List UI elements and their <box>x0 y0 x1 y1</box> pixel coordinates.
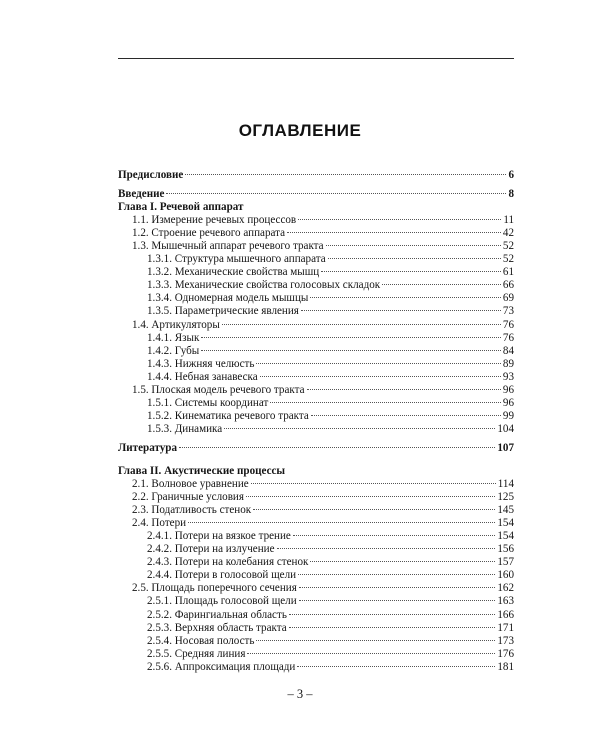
toc-entry-page: 89 <box>502 357 514 370</box>
toc-entry-title: 1.3.5. Параметрические явления <box>147 305 299 318</box>
toc-entry <box>118 188 514 201</box>
toc-entry-title: 1.4.4. Небная занавеска <box>147 370 258 383</box>
dot-leader <box>321 271 501 272</box>
dot-leader <box>299 587 496 588</box>
toc-entry <box>118 517 514 530</box>
toc-entry-title: 2.3. Податливость стенок <box>132 504 252 517</box>
dot-leader <box>185 174 506 175</box>
dot-leader <box>247 653 495 654</box>
toc-entry <box>118 478 514 491</box>
toc-entry-title: 2.5.4. Носовая полость <box>147 634 255 647</box>
toc-entry-page: 96 <box>502 383 514 396</box>
toc-entry <box>118 214 514 227</box>
dot-leader <box>256 640 495 641</box>
toc-entry-title: 1.3.4. Одномерная модель мышцы <box>147 292 309 305</box>
toc-entry-page: 154 <box>497 517 514 530</box>
toc-entry-title: Глава II. Акустические процессы <box>118 464 286 477</box>
dot-leader <box>307 389 501 390</box>
toc-entry <box>118 442 514 455</box>
toc-entry <box>118 305 514 318</box>
toc-entry <box>118 253 514 266</box>
toc-entry <box>118 384 514 397</box>
toc-entry-page: 107 <box>497 441 514 454</box>
toc-entry-title: 2.4.3. Потери на колебания стенок <box>147 556 309 569</box>
dot-leader <box>260 376 501 377</box>
toc-entry <box>118 622 514 635</box>
toc-entry-page: 181 <box>497 660 514 673</box>
toc-entry-page: 8 <box>508 188 514 201</box>
toc-entry-title: 1.2. Строение речевого аппарата <box>132 227 286 240</box>
dot-leader <box>326 245 501 246</box>
toc-entry-title: 2.4. Потери <box>132 517 187 530</box>
dot-leader <box>166 193 506 194</box>
toc-entry <box>118 635 514 648</box>
toc-entry <box>118 371 514 384</box>
toc-entry-page: 176 <box>497 647 514 660</box>
toc-entry-page: 93 <box>502 370 514 383</box>
toc-entry <box>118 410 514 423</box>
toc-entry-page: 6 <box>508 169 514 181</box>
toc-entry-title: 2.5.5. Средняя линия <box>147 647 246 660</box>
toc-entry-page: 154 <box>497 530 514 543</box>
toc-entry-page: 104 <box>497 422 514 435</box>
toc-entry-page: 69 <box>502 292 514 305</box>
dot-leader <box>270 402 501 403</box>
toc-entry-title: 1.1. Измерение речевых процессов <box>132 214 297 227</box>
toc-entry <box>118 543 514 556</box>
toc-entry-title: Введение <box>118 188 165 201</box>
toc-entry-title: 2.5. Площадь поперечного сечения <box>132 582 297 595</box>
page-number: – 3 – <box>287 687 313 701</box>
toc-entry-title: 2.2. Граничные условия <box>132 491 244 504</box>
dot-leader <box>179 447 495 448</box>
toc-entry <box>118 556 514 569</box>
dot-leader <box>201 350 501 351</box>
dot-leader <box>310 561 495 562</box>
toc-entry-title: Литература <box>118 441 178 454</box>
toc-entry-page: 114 <box>497 478 514 491</box>
dot-leader <box>310 297 501 298</box>
toc-entry-title: Предисловие <box>118 169 184 181</box>
dot-leader <box>201 337 501 338</box>
toc-entry <box>118 569 514 582</box>
toc-entry-page: 160 <box>497 569 514 582</box>
dot-leader <box>251 483 496 484</box>
toc-entry <box>118 648 514 661</box>
toc-entry <box>118 530 514 543</box>
toc-entry-page: 157 <box>497 556 514 569</box>
toc-entry <box>118 345 514 358</box>
toc-entry-title: 2.5.1. Площадь голосовой щели <box>147 595 297 608</box>
dot-leader <box>293 535 496 536</box>
toc-entry-title: 1.5.1. Системы координат <box>147 396 269 409</box>
toc-entry <box>118 227 514 240</box>
toc-entry-title: 1.3. Мышечный аппарат речевого тракта <box>132 240 324 253</box>
toc-entry-title: 1.4.1. Язык <box>147 331 200 344</box>
toc-entry-title: 1.3.2. Механические свойства мышц <box>147 266 320 279</box>
toc-entry <box>118 358 514 371</box>
dot-leader <box>246 496 495 497</box>
toc-entry <box>118 609 514 622</box>
toc-entry-page: 96 <box>502 396 514 409</box>
toc-entry-title: 1.3.3. Механические свойства голосовых складок <box>147 279 381 292</box>
toc-entry <box>118 423 514 436</box>
toc-entry-page: 52 <box>502 240 514 253</box>
toc-entry-page: 156 <box>497 543 514 556</box>
toc-entry-title: 2.5.6. Аппроксимация площади <box>147 660 296 673</box>
dot-leader <box>297 666 495 667</box>
toc-entry-page: 145 <box>497 504 514 517</box>
toc-entry <box>118 240 514 253</box>
toc-entry <box>118 661 514 674</box>
toc-entry-page: 73 <box>502 305 514 318</box>
dot-leader <box>311 415 501 416</box>
toc-entry <box>118 169 514 182</box>
toc-entry <box>118 582 514 595</box>
dot-leader <box>256 363 500 364</box>
toc-entry-title: 1.5. Плоская модель речевого тракта <box>132 383 305 396</box>
toc-entry-page: 125 <box>497 491 514 504</box>
toc-entry-page: 61 <box>502 266 514 279</box>
toc-entry-title: 2.5.2. Фарингиальная область <box>147 608 287 621</box>
toc-entry <box>118 292 514 305</box>
toc-entry-page: 162 <box>497 582 514 595</box>
dot-leader <box>328 258 501 259</box>
toc-entry-title: 2.1. Волновое уравнение <box>132 478 249 491</box>
toc-entry <box>118 595 514 608</box>
toc-entry <box>118 266 514 279</box>
toc-entry-title: 1.4.2. Губы <box>147 344 200 357</box>
dot-leader <box>224 428 495 429</box>
dot-leader <box>382 284 501 285</box>
toc-entry-title: 1.3.1. Структура мышечного аппарата <box>147 253 326 266</box>
dot-leader <box>287 232 501 233</box>
toc-entry-title: 1.5.3. Динамика <box>147 422 223 435</box>
toc-chapter-heading <box>118 465 514 478</box>
toc-entry <box>118 491 514 504</box>
toc-entry <box>118 504 514 517</box>
dot-leader <box>299 600 496 601</box>
toc-entry-page: 84 <box>502 344 514 357</box>
toc-entry-page: 42 <box>502 227 514 240</box>
dot-leader <box>277 548 496 549</box>
toc-entry-title: 2.4.4. Потери в голосовой щели <box>147 569 297 582</box>
toc-entry <box>118 397 514 410</box>
toc-entry-title: 1.4. Артикуляторы <box>132 318 220 331</box>
toc-entry-page: 173 <box>497 634 514 647</box>
toc-entry-page: 99 <box>502 409 514 422</box>
toc-entry <box>118 319 514 332</box>
dot-leader <box>298 219 501 220</box>
toc-entry-title: 1.5.2. Кинематика речевого тракта <box>147 409 309 422</box>
table-of-contents <box>118 163 514 674</box>
page-title: ОГЛАВЛЕНИЕ <box>238 121 362 140</box>
toc-entry-page: 66 <box>502 279 514 292</box>
toc-entry <box>118 332 514 345</box>
toc-entry-page: 52 <box>502 253 514 266</box>
toc-entry-page: 11 <box>503 214 514 227</box>
header-rule <box>118 58 514 59</box>
dot-leader <box>289 627 496 628</box>
dot-leader <box>222 324 501 325</box>
toc-entry-page: 171 <box>497 621 514 634</box>
toc-entry-page: 166 <box>497 608 514 621</box>
toc-entry-title: 2.5.3. Верхняя область тракта <box>147 621 287 634</box>
toc-chapter-heading <box>118 201 514 214</box>
dot-leader <box>301 310 501 311</box>
toc-entry-title: 2.4.1. Потери на вязкое трение <box>147 530 291 543</box>
toc-entry-page: 76 <box>502 318 514 331</box>
toc-entry-title: 2.4.2. Потери на излучение <box>147 543 275 556</box>
toc-entry-title: Глава I. Речевой аппарат <box>118 201 244 214</box>
dot-leader <box>188 522 495 523</box>
toc-entry-title: 1.4.3. Нижняя челюсть <box>147 357 255 370</box>
dot-leader <box>253 509 495 510</box>
dot-leader <box>298 574 495 575</box>
toc-entry-page: 76 <box>502 331 514 344</box>
toc-entry <box>118 279 514 292</box>
dot-leader <box>289 614 495 615</box>
toc-entry-page: 163 <box>497 595 514 608</box>
